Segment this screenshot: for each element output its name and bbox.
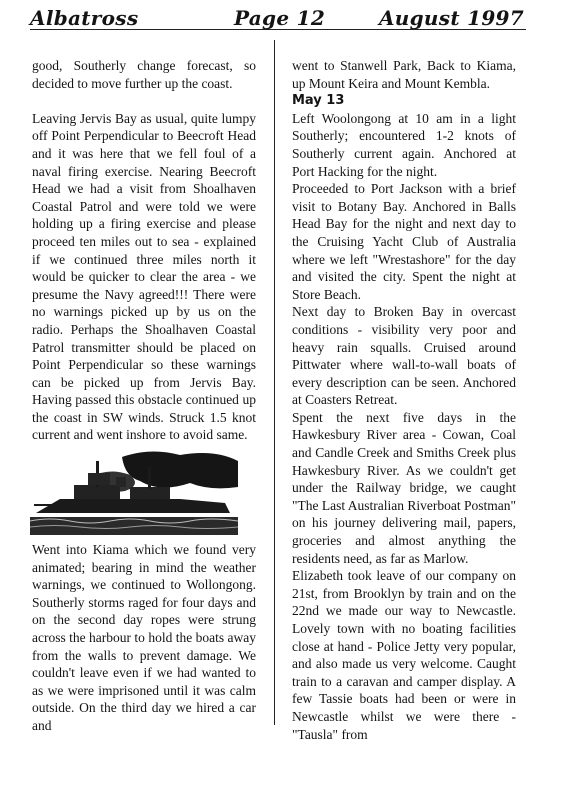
page-header [0,0,564,30]
right-paragraph-3: Proceeded to Port Jackson with a brief visit to Botany Bay. Anchored in Balls Head Bay for the night and next day to the Cruising Yacht Club of Australia where we left "Wrestashore" for the day and visited the city. Spent the night at Store Beach. [292,181,516,302]
left-paragraph-3: Went into Kiama which we found very animated; bearing in mind the weather warnings, we continued to Wollongong. Southerly storms raged for four days and on the second day ropes were strung across the harbour to hold the boats away from the walls to prevent damage. We couldn't leave even if we had wanted to as we were imprisoned until it was calm outside. On the third day we hired a car and [32,542,256,733]
right-paragraph-1: went to Stanwell Park, Back to Kiama, up Mount Keira and Mount Kembla. [292,58,516,91]
right-column [292,57,516,743]
left-paragraph-2: Leaving Jervis Bay as usual, quite lumpy off Point Perpendicular to Beecroft Head and it was here that we fell foul of a naval firing exercise. Nearing Beecroft Head we had a visit from Shoalhaven Coastal Patrol and were told we were holding up a firing exercise and please proceed ten miles out to sea - explained if we continued three miles north it would be quicker to clear the area - we presume the Navy agreed!!! There were no warnings picked up by us on the radio. Perhaps the Shoalhaven Coastal Patrol transmitter should be placed on Point Perpendicular so these warnings can be picked up from Jervis Bay. Having passed this obstacle continued up the coast in SW winds. Struck 1.5 knot current and went inshore to avoid same. [32,110,256,443]
column-divider [274,40,275,725]
left-column [32,57,256,735]
issue-date: August 1997 [378,6,524,30]
right-paragraph-5: Spent the next five days in the Hawkesbury River area - Cowan, Coal and Candle Creek and Smiths Creek plus Hawkesbury River. As we couldn't get under the Railway bridge, we caught "The Last Australian Riverboat Postman" on his journey delivering mail, papers, groceries and almost anything the residents need, as far as Marlow. [292,409,516,566]
right-paragraph-4: Next day to Broken Bay in overcast conditions - visibility very poor and heavy rain squalls. Cruised around Pittwater where wall-to-wall boats of every description can be seen. Anchored at Coasters Retreat. [292,304,516,408]
battleship-illustration [30,447,238,535]
right-paragraph-6: Elizabeth took leave of our company on 21st, from Brooklyn by train and on the 22nd we made our way to Newcastle. Lovely town with no boating facilities close at hand - Police Jetty very popular, and also made us very welcome. Caught train to a caravan and camper display. A few Tassie boats had been or were in Newcastle whilst we were there - "Tausla" from [292,568,516,742]
page-number: Page 12 [234,6,326,30]
header-rule [30,29,526,30]
left-paragraph-1: good, Southerly change forecast, so decided to move further up the coast. [32,58,256,91]
date-heading: May 13 [292,93,345,109]
newsletter-title: Albatross [30,6,139,30]
right-paragraph-2: Left Woolongong at 10 am in a light Southerly; encountered 1-2 knots of Southerly current again. Anchored at Port Hacking for the night. [292,110,516,179]
